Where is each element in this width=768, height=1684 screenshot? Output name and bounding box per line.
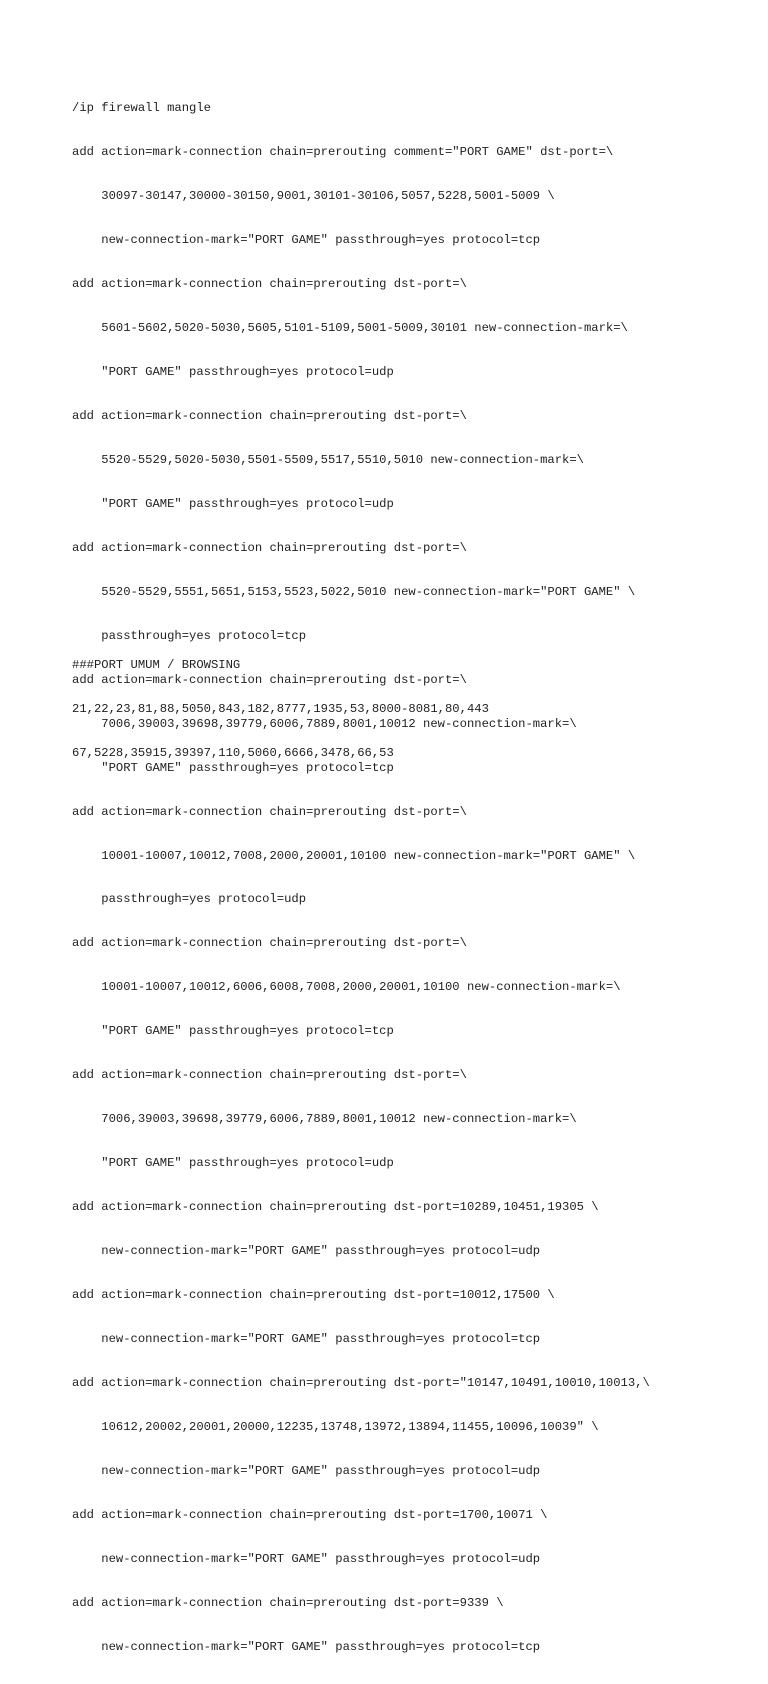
script-line: 10001-10007,10012,6006,6008,7008,2000,20001,10100 new-connection-mark=\ [72, 980, 621, 995]
script-line: "PORT GAME" passthrough=yes protocol=tcp [72, 1024, 394, 1039]
script-line: new-connection-mark="PORT GAME" passthrough=yes protocol=tcp [72, 1332, 541, 1346]
script-line: "PORT GAME" passthrough=yes protocol=tcp [72, 760, 394, 775]
script-line: 7006,39003,39698,39779,6006,7889,8001,10012 new-connection-mark=\ [72, 716, 577, 731]
script-line: 10612,20002,20001,20000,12235,13748,13972,13894,11455,10096,10039" \ [72, 1419, 599, 1434]
script-line: add action=mark-connection chain=prerouting dst-port=\ [72, 540, 467, 555]
script-line: add action=mark-connection chain=prerouting dst-port=1700,10071 \ [72, 1507, 548, 1522]
script-line: add action=mark-connection chain=prerouting dst-port=10012,17500 \ [72, 1288, 555, 1303]
script-line: 10001-10007,10012,7008,2000,20001,10100 new-connection-mark="PORT GAME" \ [72, 848, 636, 863]
script-line: add action=mark-connection chain=prerouting dst-port=9339 \ [72, 1595, 504, 1610]
script-line: new-connection-mark="PORT GAME" passthrough=yes protocol=udp [72, 1551, 541, 1566]
script-line: new-connection-mark="PORT GAME" passthrough=yes protocol=udp [72, 1463, 541, 1478]
script-line: new-connection-mark="PORT GAME" passthrough=yes protocol=tcp [72, 233, 541, 248]
script-line: add action=mark-connection chain=prerouting comment="PORT GAME" dst-port=\ [72, 145, 614, 160]
script-line: add action=mark-connection chain=prerouting dst-port=\ [72, 672, 467, 687]
script-line: passthrough=yes protocol=udp [72, 892, 307, 907]
script-line: 5520-5529,5020-5030,5501-5509,5517,5510,5010 new-connection-mark=\ [72, 452, 584, 467]
script-line: 5520-5529,5551,5651,5153,5523,5022,5010 new-connection-mark="PORT GAME" \ [72, 584, 636, 599]
script-line: "PORT GAME" passthrough=yes protocol=udp [72, 496, 394, 511]
port-umum-heading: ###PORT UMUM / BROWSING [72, 658, 241, 673]
script-line: new-connection-mark="PORT GAME" passthrough=yes protocol=udp [72, 1244, 541, 1259]
script-line: add action=mark-connection chain=prerouting dst-port=\ [72, 408, 467, 423]
script-line: add action=mark-connection chain=prerouting dst-port=\ [72, 804, 467, 819]
firewall-mangle-script [72, 72, 742, 1684]
script-line: new-connection-mark="PORT GAME" passthrough=yes protocol=tcp [72, 1639, 541, 1654]
script-line: add action=mark-connection chain=prerouting dst-port=10289,10451,19305 \ [72, 1200, 599, 1215]
script-line: 30097-30147,30000-30150,9001,30101-30106,5057,5228,5001-5009 \ [72, 189, 555, 204]
port-list-line: 67,5228,35915,39397,110,5060,6666,3478,66,53 [72, 746, 394, 761]
port-list-line: 21,22,23,81,88,5050,843,182,8777,1935,53,8000-8081,80,443 [72, 702, 489, 717]
port-umum-section [72, 629, 742, 790]
script-line: "PORT GAME" passthrough=yes protocol=udp [72, 1156, 394, 1171]
script-line: 7006,39003,39698,39779,6006,7889,8001,10012 new-connection-mark=\ [72, 1112, 577, 1127]
script-line: 5601-5602,5020-5030,5605,5101-5109,5001-5009,30101 new-connection-mark=\ [72, 321, 628, 336]
script-line: add action=mark-connection chain=prerouting dst-port=\ [72, 936, 467, 951]
script-line: add action=mark-connection chain=prerouting dst-port=\ [72, 1068, 467, 1083]
script-line: add action=mark-connection chain=prerouting dst-port=\ [72, 277, 467, 292]
script-line: add action=mark-connection chain=prerouting dst-port="10147,10491,10010,10013,\ [72, 1375, 650, 1390]
script-line: passthrough=yes protocol=tcp [72, 628, 307, 643]
script-line: /ip firewall mangle [72, 101, 211, 116]
script-line: "PORT GAME" passthrough=yes protocol=udp [72, 365, 394, 380]
